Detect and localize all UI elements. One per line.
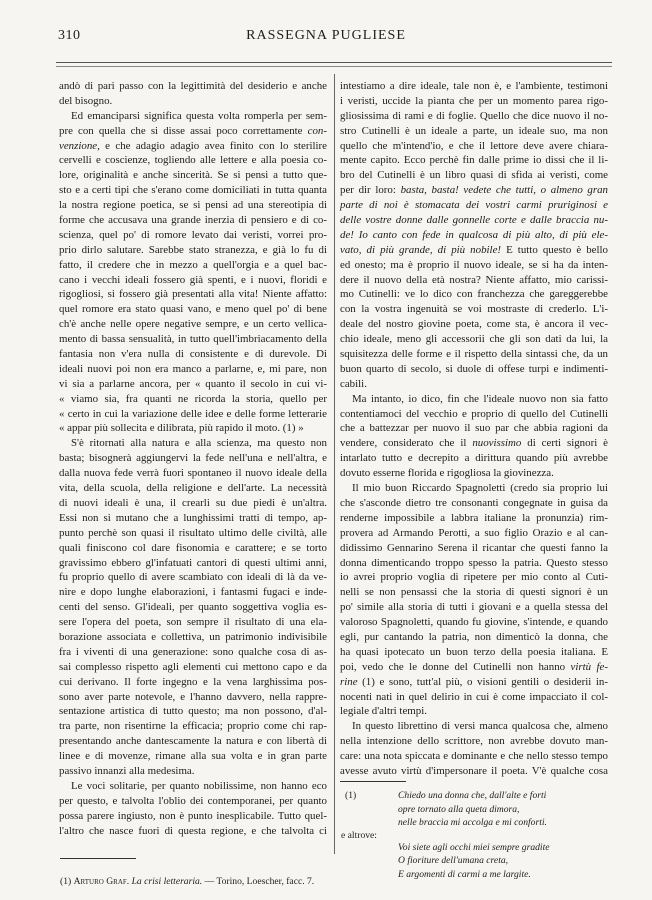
text-run: intarlato tutto e decrepito a dirittura quando più avrebbe — [340, 452, 608, 465]
text-run: fantasia non v'era nulla di consistente e di durevole. Di — [59, 348, 327, 361]
footnote-mark: (1) — [345, 790, 357, 801]
text-line — [340, 332, 608, 347]
text-run: fatto, il credere che in mezzo a quell'orgia e a quel bac- — [59, 258, 327, 271]
text-line — [340, 541, 608, 556]
text-line — [59, 511, 327, 526]
text-line — [340, 287, 608, 302]
text-line — [340, 764, 608, 779]
text-line — [340, 600, 608, 615]
footnote-rule-right — [340, 781, 406, 782]
text-line — [340, 421, 608, 436]
text-run: ideali nuovi poi non era manco a parlarne, e, mi pare, non — [59, 362, 327, 375]
text-run: poi, vedo che le donne del Cutinelli non hanno — [340, 660, 571, 673]
text-line — [340, 451, 608, 466]
text-line — [340, 109, 608, 124]
text-run: i veristi, uccide la pianta che per un momento parea rigo- — [340, 94, 608, 107]
text-run: linee e di movenze, rimane alla sua volta e in gran parte — [59, 750, 327, 763]
text-line — [340, 124, 608, 139]
text-run: che a battezzar per nuovo il suo par che abbia ragioni da — [340, 422, 608, 435]
italic-text: basta, basta! vedete che tutti, o almeno gran — [400, 184, 608, 197]
text-run: mento di bassa sensualità, in tutto quell'imbriacamento della — [59, 333, 327, 346]
text-line — [59, 809, 327, 824]
text-run: , e che adagio adagio avea finito con lo sterilire — [97, 139, 327, 152]
text-run: passivo innanzi alla medesima. — [59, 764, 195, 777]
text-run: ed onesto; ma è proprio il nuovo ideale, se si ha da inten- — [340, 258, 608, 271]
text-line — [340, 511, 608, 526]
text-run: con la vostra ingenuità se voi mostraste di crederlo. L'i- — [340, 303, 608, 316]
text-line — [59, 273, 327, 288]
text-line — [59, 660, 327, 675]
text-run: andò di pari passo con la legittimità del desiderio e anche — [59, 80, 327, 92]
text-line — [59, 570, 327, 585]
text-line — [340, 302, 608, 317]
text-run: vita, della scuola, della religione e dell'arte. La necessità — [59, 482, 327, 495]
right-column — [340, 79, 608, 779]
text-line — [340, 258, 608, 273]
text-line — [340, 630, 608, 645]
text-run: nelli se non pensassi che la storia di questi signori è un — [340, 586, 608, 599]
text-run: la nostra regione poetica, se si pensi ad una stereotipia di — [59, 199, 327, 212]
text-line — [340, 660, 608, 675]
footnote-right — [341, 789, 610, 882]
text-run: bro del Cutinelli è un libro quasi di sfida ai veristi, come — [340, 169, 608, 182]
italic-text: venzione — [59, 139, 98, 152]
text-line — [59, 79, 327, 94]
footnote-author: Arturo Graf. — [73, 876, 130, 887]
text-run: basta; bisognerà aggiungervi la fede nell'una e nell'altra, e — [59, 452, 327, 465]
text-run: contentiamoci del vecchio e proprio di quello del Cutinelli — [340, 407, 608, 420]
text-run: borazione associata e collettiva, un patrimonio indivisibile — [59, 630, 327, 643]
verse-line: opre tornato alla queta dimora, — [398, 803, 520, 815]
text-line — [59, 213, 327, 228]
text-line — [340, 466, 608, 481]
text-run: mo Cutinelli: ve lo dico con franchezza che gareggerebbe — [340, 288, 608, 301]
text-line — [59, 824, 327, 839]
footnote-rule-left — [60, 858, 136, 859]
text-line — [340, 704, 608, 719]
text-run: care: una nota spiccata e dominante e che nello stesso tempo — [340, 750, 608, 763]
text-run: Ed emanciparsi significa questa volta romperla per sem- — [71, 109, 327, 122]
text-run: nella intenzione dello scrittore, non avrebbe dovuto man- — [340, 735, 608, 748]
italic-text: delle vostre donne dalle gonnelle corte e dalle braccia nu- — [340, 214, 608, 227]
text-line — [340, 436, 608, 451]
text-run: io avrei proprio voglia di ripetere per mio conto al Cuti- — [340, 571, 608, 584]
text-run: sere l'opera del poeta, son sempre il risultato di una ela- — [59, 616, 327, 629]
text-line — [59, 719, 327, 734]
text-run: S'è ritornati alla natura e alla scienza, ma questo non — [71, 437, 327, 450]
text-line — [59, 526, 327, 541]
text-run: tra parte, non risentirne la efficacia; proprio come chi rap- — [59, 720, 327, 733]
text-run: prio dirlo salutare. Sarebbe stato stranezza, e già lo fu di — [59, 243, 327, 256]
text-run: per questo, e talvolta l'oblio dei contemporanei, per quanto — [59, 794, 327, 807]
text-run: gravissimo ebbero gl'infatuati cantori di questi ultimi anni, — [59, 556, 327, 569]
text-run: di certi signori è — [521, 437, 608, 450]
footnote-publisher: — Torino, Loescher, facc. 7. — [204, 876, 315, 887]
text-line — [59, 124, 327, 139]
text-line — [59, 94, 327, 109]
text-line — [340, 719, 608, 734]
text-run: deale del nostro giovine poeta, come sta, è ancora il vec- — [340, 318, 608, 331]
text-run: che s'asconde dietro tre consonanti congegnate in guisa da — [340, 496, 608, 509]
text-line — [340, 347, 608, 362]
text-line — [340, 153, 608, 168]
text-line — [59, 734, 327, 749]
text-line — [59, 377, 327, 392]
text-line — [59, 168, 327, 183]
text-run: forme che accusava una grande inerzia di pensiero e di co- — [59, 214, 327, 227]
text-line — [59, 243, 327, 258]
text-run: provera ad Armando Perotti, a suo figlio Orazio e al can- — [340, 526, 608, 539]
text-run: legiale d'altri tempi. — [340, 705, 427, 718]
text-line — [59, 585, 327, 600]
verse-line: E argomenti di carmi a me largite. — [398, 868, 531, 880]
text-line — [340, 526, 608, 541]
text-run: E tutto questo è bello — [501, 243, 608, 256]
text-line — [340, 273, 608, 288]
text-run: sentazione artistica di tutto questo; ma non possono, d'al- — [59, 705, 327, 718]
text-line — [59, 302, 327, 317]
text-line — [59, 287, 327, 302]
text-run: gliosissima di rami e di foglie. Quello che dice nuovo il no- — [340, 109, 608, 122]
italic-text: parte di noi è stomacata dei vostri carmi pruriginosi e — [340, 199, 608, 212]
text-run: cabili. — [340, 377, 367, 390]
text-run: (1) e sono, tutt'al più, o visioni gentili o desiderii in- — [357, 675, 608, 688]
text-run: sono aver parte notevole, e l'hanno davvero, nella rappre- — [59, 690, 327, 703]
text-run: dovuto esserne florida e rigogliosa la giovinezza. — [340, 467, 554, 480]
text-run: vendere, considerato che il — [340, 437, 473, 450]
text-run: l'altro che nasce fuori di questa regione, e che talvolta ci — [59, 824, 327, 837]
text-line — [340, 139, 608, 154]
text-line — [59, 392, 327, 407]
text-line — [59, 183, 327, 198]
text-line — [340, 407, 608, 422]
text-run: po' simile alla storia di tutti i giovani e a quella stessa del — [340, 601, 608, 614]
verse-line: Chiedo una donna che, dall'alte e forti — [398, 790, 547, 801]
text-line — [340, 734, 608, 749]
text-run: nocenti nati in quel delirio in cui è come impacciato il col- — [340, 690, 608, 703]
text-run: avesse avuto virtù d'impersonare il poeta. V'è qualche cosa — [340, 764, 608, 777]
footnote-title: La crisi letteraria. — [131, 876, 203, 887]
text-run: renderne impossibile a labbra italiane la pronunzia) rim- — [340, 511, 608, 524]
text-run: per dir loro: — [340, 184, 401, 197]
text-run: Le voci solitarie, per quanto nobilissime, non hanno eco — [71, 779, 327, 792]
footnote-connector: e altrove: — [341, 829, 377, 841]
text-run: In questo librettino di versi manca qualcosa che, almeno — [352, 720, 608, 733]
text-line — [59, 228, 327, 243]
verse-line: O fioriture dell'umana creta, — [398, 855, 509, 867]
text-line — [340, 243, 608, 258]
text-run: stro Cutinelli è un ideale a parte, un ideale suo, ma non — [340, 124, 608, 137]
text-run: cano i vecchi ideali fossero già spenti, e i nuovi, floridi e — [59, 273, 327, 286]
header-rule — [56, 62, 612, 67]
text-line — [59, 541, 327, 556]
text-run: pre con quella che si disse assai poco correttamente — [59, 124, 308, 137]
text-line — [59, 198, 327, 213]
text-run: « certo in cui la variazione delle idee e delle forme letterarie — [59, 407, 327, 420]
text-line — [340, 362, 608, 377]
left-column — [59, 79, 327, 838]
text-line — [59, 451, 327, 466]
text-run: Essi non si mutano che a lunghissimi tratti di tempo, ap- — [59, 511, 327, 524]
text-line — [340, 392, 608, 407]
text-line — [59, 630, 327, 645]
text-run: fu proprio quello di avere scambiato con ideali di là da ve- — [59, 571, 327, 584]
text-line — [340, 481, 608, 496]
text-run: scienza, quel po' di romore levato dai veristi, vorrei pro- — [59, 228, 327, 241]
italic-text: virtù fe- — [570, 660, 609, 673]
text-run: mente capito. Ecco perchè fin dalle prime io dissi che il li- — [340, 154, 608, 167]
text-line — [340, 645, 608, 660]
text-line — [340, 317, 608, 332]
text-line — [340, 496, 608, 511]
text-line — [59, 481, 327, 496]
text-run: didissimo Gennarino Serena il ricantar che questi fanno la — [340, 541, 608, 554]
text-line — [340, 570, 608, 585]
text-run: lore, originalità e anche sincerità. Se si pensi a tutto que- — [59, 169, 327, 182]
text-line — [340, 556, 608, 571]
text-line — [340, 198, 608, 213]
text-run: squisitezza delle forme e il rispetto della sintassi che, da un — [340, 348, 608, 361]
text-line — [340, 94, 608, 109]
text-line — [340, 183, 608, 198]
text-line — [59, 362, 327, 377]
verse-line: nelle braccia mi accolga e mi conforti. — [398, 817, 547, 829]
text-line — [59, 615, 327, 630]
text-line — [59, 436, 327, 451]
text-line — [59, 466, 327, 481]
text-line — [59, 258, 327, 273]
text-run: sto e a certi tipi che s'erano come domiciliati in tutta quanta — [59, 184, 327, 197]
text-run: donna dimenticando troppo spesso la patria. Questo stesso — [340, 556, 608, 569]
text-run: punto perchè son quasi il risultato ultimo delle civiltà, alle — [59, 526, 327, 539]
text-line — [59, 704, 327, 719]
text-run: Ma intanto, io dico, fin che l'ideale nuovo non sia fatto — [352, 392, 608, 405]
text-run: presentando anche dantescamente la natura e con libertà di — [59, 735, 327, 748]
footnote-left — [60, 876, 328, 887]
text-run: valoroso Spagnoletti, quando fu giovine, s'intende, e quando — [340, 616, 608, 629]
italic-text: nuovissimo — [472, 437, 522, 450]
italic-text: de! Io canto con fede in qualcosa di più alto, di più ele- — [340, 228, 608, 241]
text-line — [59, 332, 327, 347]
text-run: intestiamo a dire ideale, tale non è, e l'ambiente, testimoni — [340, 80, 608, 92]
text-line — [59, 347, 327, 362]
text-line — [340, 228, 608, 243]
text-line — [59, 690, 327, 705]
text-line — [340, 213, 608, 228]
text-run: dalla nuova fede verrà fuori spontaneo il nuovo ideale della — [59, 467, 327, 480]
text-line — [340, 690, 608, 705]
text-run: dere il nuovo della età nostra? Niente affatto, mio carissi- — [340, 273, 608, 286]
text-run: quello che m'intend'io, e che il lettore deve avere chiara- — [340, 139, 608, 152]
text-line — [59, 421, 327, 436]
text-run: sai complesso rispetto agli elementi cui mettono capo e da — [59, 660, 327, 673]
text-run: « appar più sollecita e dilibrata, più rapido il moto. (1) » — [59, 422, 304, 435]
text-line — [59, 675, 327, 690]
page-number: 310 — [58, 28, 81, 43]
text-run: quel romore era stato quasi vano, e meno quel po' di bene — [59, 303, 327, 316]
text-run: chio ideale, meno gli accessorii che gli son dati da lui, la — [340, 333, 608, 346]
text-line — [340, 79, 608, 94]
text-run: cui derivano. Il forte ingegno e la vena larghissima pos- — [59, 675, 327, 688]
text-line — [340, 168, 608, 183]
text-line — [340, 377, 608, 392]
text-run: possa parere ingiusto, non è punto inesplicabile. Tutto quel- — [59, 809, 327, 822]
text-run: fra i viventi di una generazione: sono qualche cosa di as- — [59, 645, 327, 658]
text-line — [59, 764, 327, 779]
text-line — [59, 600, 327, 615]
text-run: di nuovi ideali è una, il crearli su due piedi è un'altra. — [59, 496, 327, 509]
column-divider — [334, 74, 335, 854]
running-title: RASSEGNA PUGLIESE — [246, 28, 406, 43]
text-run: vi sia a parlarne ancora, per « quanto il secolo in cui vi- — [59, 377, 327, 390]
italic-text: vato, di più grande, di più nobile! — [340, 243, 502, 256]
text-line — [59, 496, 327, 511]
text-run: ch'è anche nelle opere negative sempre, e un certo vellica- — [59, 318, 327, 331]
italic-text: rine — [340, 675, 358, 688]
text-line — [340, 675, 608, 690]
text-run: del bisogno. — [59, 94, 113, 107]
text-line — [59, 556, 327, 571]
text-run: nire e dopo lunghe elaborazioni, i fantasmi fugaci e inde- — [59, 586, 327, 599]
text-run: Il mio buon Riccardo Spagnoletti (credo sia proprio lui — [352, 482, 608, 495]
text-run: « viamo sia, fra quanti ne ricorda la storia, quello per — [59, 392, 327, 405]
verse-line: Voi siete agli occhi miei sempre gradite — [398, 841, 550, 853]
text-line — [59, 139, 327, 154]
text-line — [340, 615, 608, 630]
text-run: rigogliosi, si fossero già presentati alla vita! Niente affatto: — [59, 288, 327, 301]
text-run: ha quasi ipotecato un buon terzo della poesia italiana. E — [340, 645, 608, 658]
text-run: buon quarto di secolo, si duole di offese turpi e indimenti- — [340, 362, 608, 375]
italic-text: con- — [307, 124, 327, 137]
text-line — [59, 407, 327, 422]
text-line — [59, 749, 327, 764]
text-line — [59, 317, 327, 332]
text-line — [59, 794, 327, 809]
text-run: cervelli e coscienze, togliendo alle lettere e alla poesia co- — [59, 154, 327, 167]
text-line — [59, 779, 327, 794]
text-run: egli, pur cantando la patria, non dimenticò la donna, che — [340, 630, 608, 643]
text-line — [340, 585, 608, 600]
text-run: centi del senso. Gl'ideali, per quanto soggettiva voglia es- — [59, 601, 327, 614]
text-line — [340, 749, 608, 764]
footnote-mark: (1) — [60, 876, 72, 887]
text-run: quali finiscono col dare fisonomia e carattere; e se torto — [59, 541, 327, 554]
text-line — [59, 109, 327, 124]
text-line — [59, 645, 327, 660]
text-line — [59, 153, 327, 168]
